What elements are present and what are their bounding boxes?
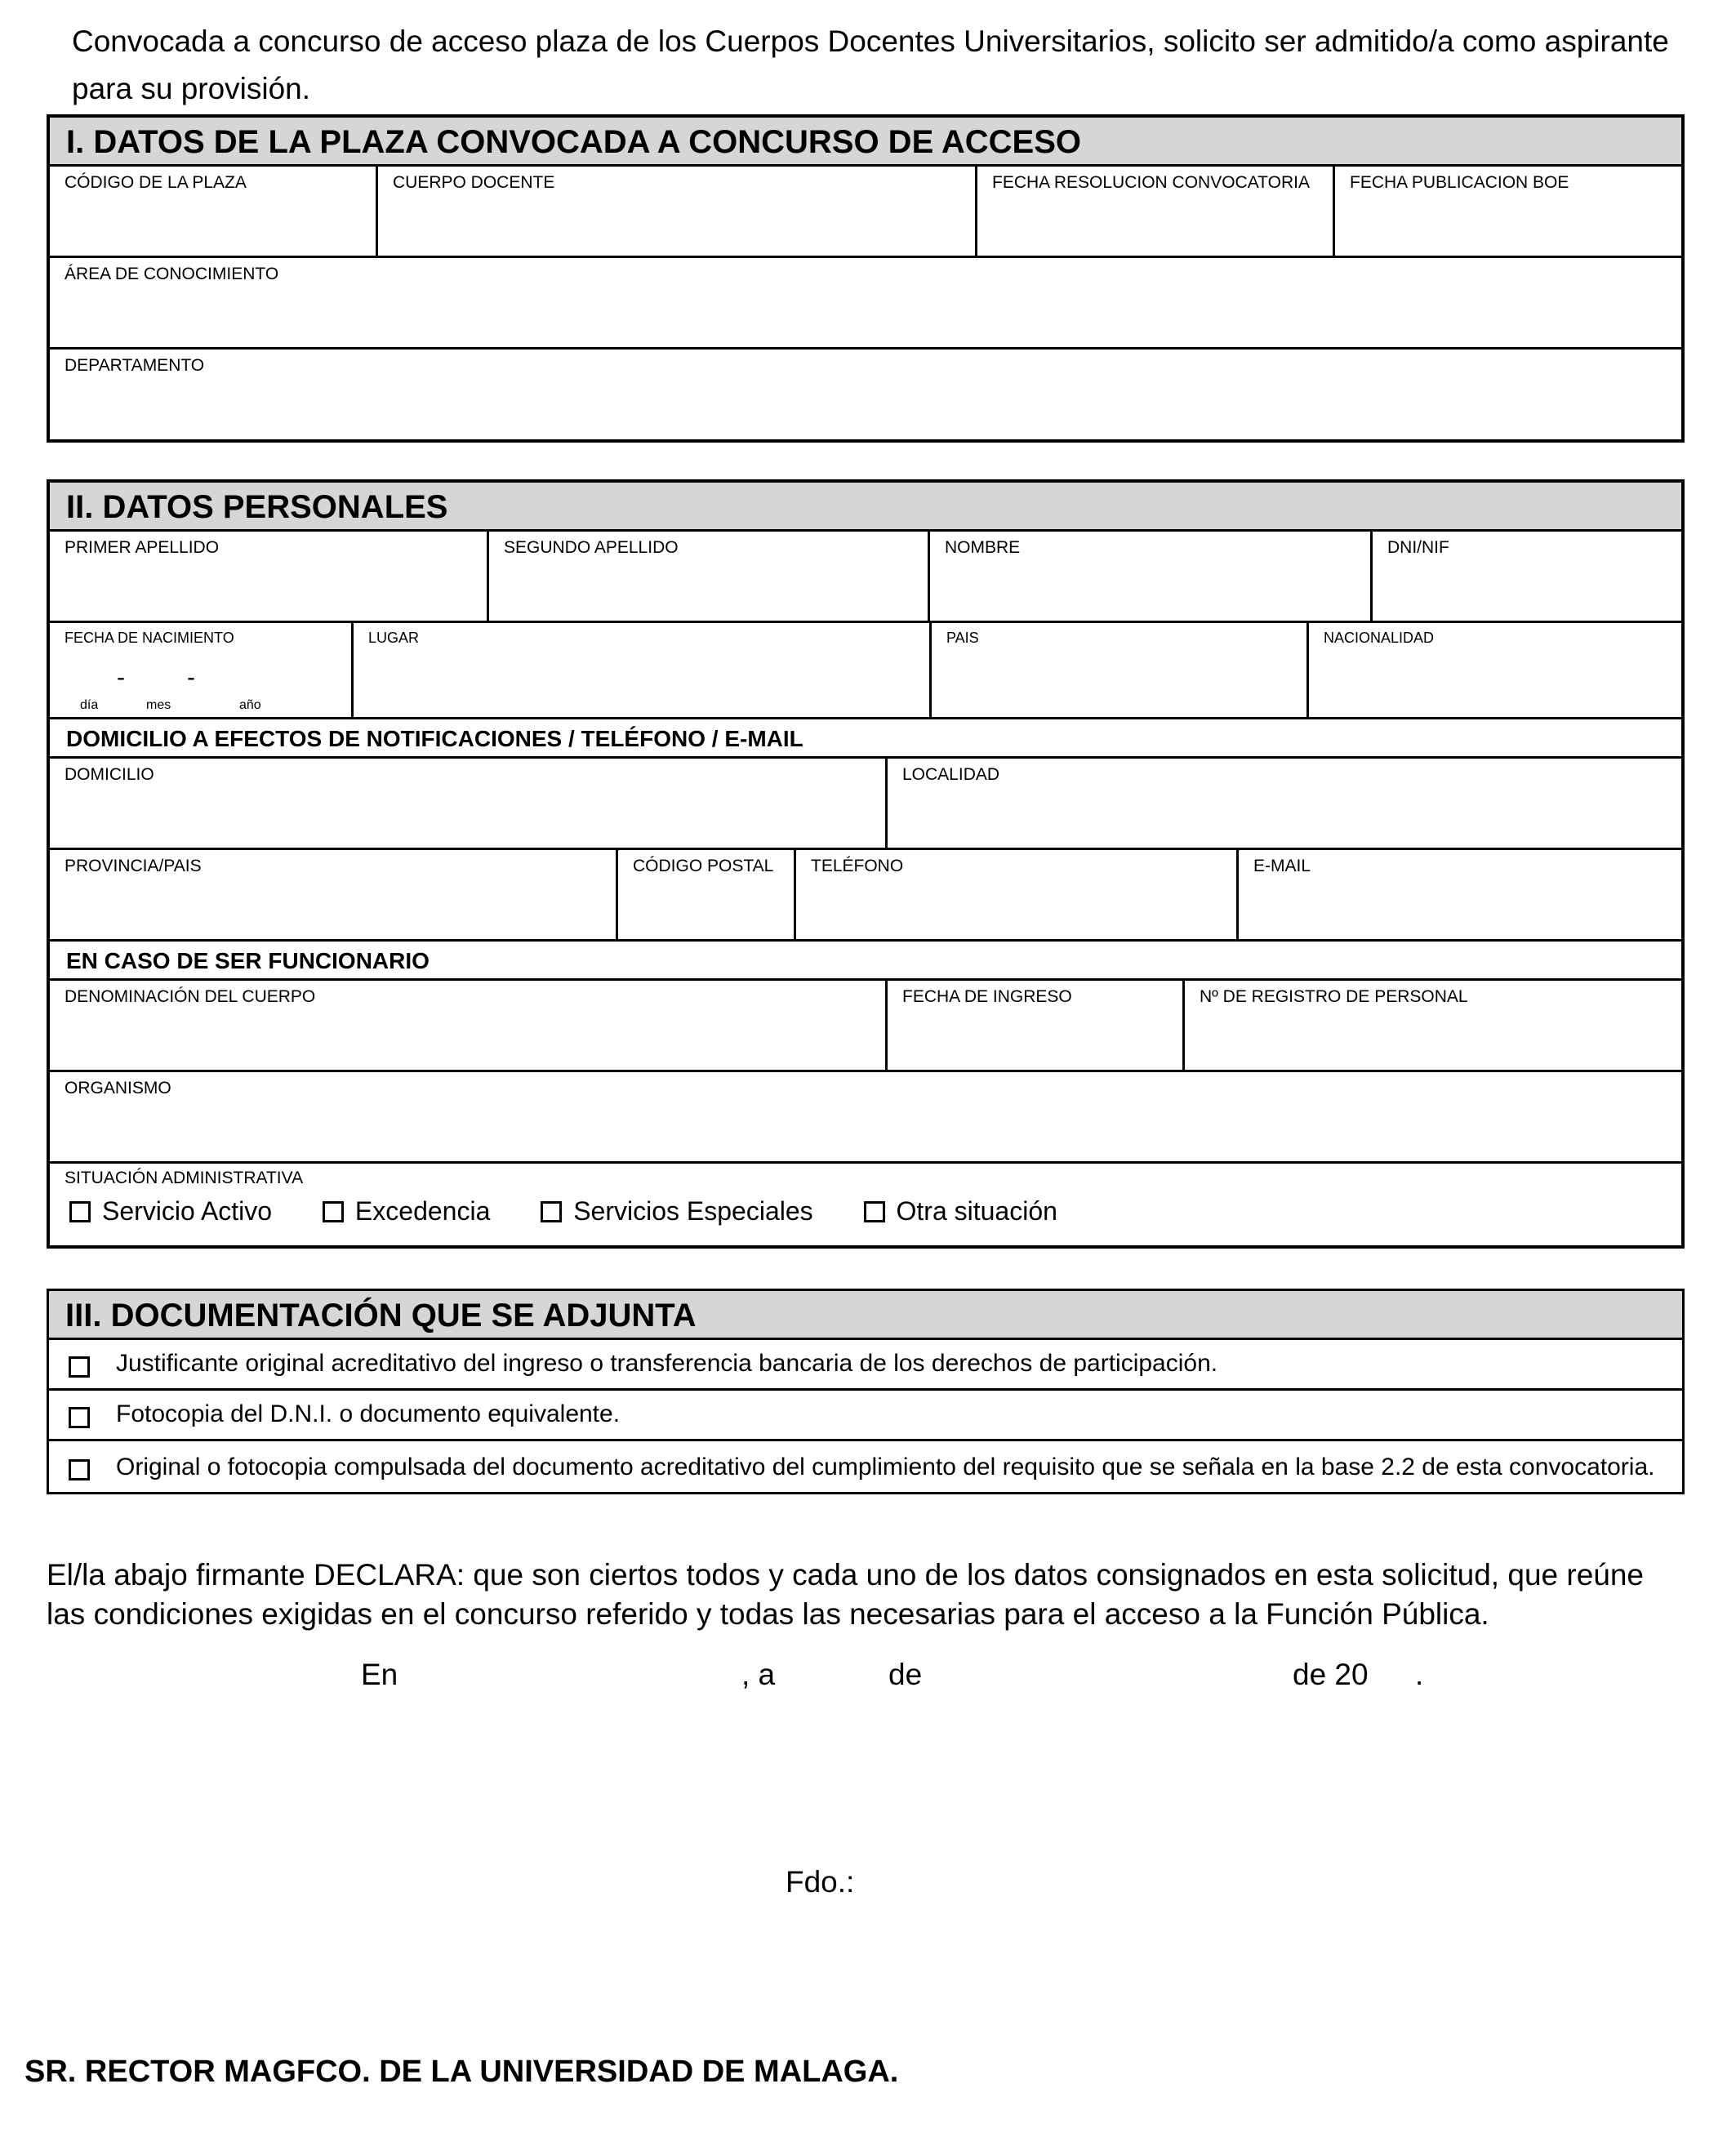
nacionalidad-label: NACIONALIDAD (1324, 630, 1435, 646)
codigo-plaza-label: CÓDIGO DE LA PLAZA (65, 173, 247, 192)
organismo-label: ORGANISMO (65, 1079, 171, 1098)
provincia-field[interactable] (50, 850, 618, 939)
provincia-label: PROVINCIA/PAIS (65, 857, 202, 875)
date-separator: - (187, 664, 195, 691)
segundo-apellido-label: SEGUNDO APELLIDO (504, 538, 679, 557)
email-field[interactable] (1239, 850, 1681, 939)
en-label: En (361, 1658, 398, 1691)
area-conocimiento-label: ÁREA DE CONOCIMIENTO (65, 265, 279, 283)
checkbox[interactable] (69, 1201, 91, 1222)
domicilio-label: DOMICILIO (65, 765, 154, 784)
fecha-ingreso-field[interactable] (888, 981, 1185, 1070)
option-servicios-especiales[interactable] (541, 1196, 812, 1227)
situacion-label: SITUACIÓN ADMINISTRATIVA (65, 1169, 304, 1187)
anio-label: año (239, 698, 261, 712)
localidad-field[interactable] (888, 759, 1681, 848)
checkbox[interactable] (69, 1356, 90, 1378)
checkbox[interactable] (69, 1459, 90, 1480)
area-conocimiento-field[interactable] (50, 258, 1681, 347)
doc-item-label: Original o fotocopia compulsada del documento acreditativo del cumplimiento del requisito que se señala en la base 2.2 de esta convocatoria. (116, 1454, 1655, 1480)
pais-label: PAIS (946, 630, 979, 646)
nacionalidad-field[interactable] (1309, 623, 1681, 717)
dia-label: día (80, 698, 99, 712)
segundo-apellido-field[interactable] (489, 532, 930, 621)
signature-label: Fdo.: (786, 1865, 855, 1899)
section-documentacion-title: III. DOCUMENTACIÓN QUE SE ADJUNTA (49, 1291, 1682, 1340)
codigo-postal-field[interactable] (618, 850, 796, 939)
lugar-label: LUGAR (368, 630, 420, 646)
email-label: E-MAIL (1253, 857, 1311, 875)
pais-field[interactable] (932, 623, 1309, 717)
fecha-resolucion-label: FECHA RESOLUCION CONVOCATORIA (992, 173, 1310, 192)
period-label: . (1415, 1658, 1424, 1691)
section-documentacion (47, 1289, 1685, 1494)
mes-label: mes (146, 698, 171, 712)
codigo-postal-label: CÓDIGO POSTAL (633, 857, 774, 875)
a-label: , a (741, 1658, 776, 1691)
section-plaza (47, 114, 1685, 443)
checkbox[interactable] (864, 1201, 885, 1222)
doc-item-label: Justificante original acreditativo del ingreso o transferencia bancaria de los derechos de participación. (116, 1350, 1218, 1377)
codigo-plaza-field[interactable] (50, 167, 378, 256)
situacion-field (50, 1164, 1681, 1245)
cuerpo-docente-label: CUERPO DOCENTE (393, 173, 555, 192)
fecha-publicacion-field[interactable] (1335, 167, 1681, 256)
lugar-field[interactable] (354, 623, 932, 717)
checkbox[interactable] (69, 1407, 90, 1428)
fecha-ingreso-label: FECHA DE INGRESO (902, 987, 1072, 1006)
fecha-nacimiento-label: FECHA DE NACIMIENTO (65, 630, 234, 646)
cuerpo-docente-field[interactable] (378, 167, 977, 256)
option-servicio-activo[interactable] (69, 1196, 272, 1227)
primer-apellido-field[interactable] (50, 532, 489, 621)
option-label: Servicio Activo (102, 1196, 273, 1226)
footer-addressee: SR. RECTOR MAGFCO. DE LA UNIVERSIDAD DE MALAGA. (24, 2055, 899, 2089)
option-excedencia[interactable] (323, 1196, 490, 1227)
registro-personal-label: Nº DE REGISTRO DE PERSONAL (1200, 987, 1468, 1006)
date-separator: - (117, 664, 125, 691)
option-otra-situacion[interactable] (864, 1196, 1057, 1227)
option-label: Servicios Especiales (573, 1196, 813, 1226)
option-label: Otra situación (896, 1196, 1057, 1226)
primer-apellido-label: PRIMER APELLIDO (65, 538, 220, 557)
doc-item-label: Fotocopia del D.N.I. o documento equivalente. (116, 1400, 621, 1427)
intro-text: Convocada a concurso de acceso plaza de los Cuerpos Docentes Universitarios, solicito ser admitido/a como aspirante para su provisión. (72, 24, 1669, 105)
denominacion-label: DENOMINACIÓN DEL CUERPO (65, 987, 316, 1006)
section-personal (47, 479, 1685, 1249)
situacion-options (69, 1196, 1667, 1227)
dni-label: DNI/NIF (1387, 538, 1449, 557)
registro-personal-field[interactable] (1185, 981, 1681, 1070)
fecha-resolucion-field[interactable] (977, 167, 1335, 256)
doc-item[interactable] (49, 1441, 1682, 1492)
checkbox[interactable] (541, 1201, 562, 1222)
denominacion-field[interactable] (50, 981, 888, 1070)
domicilio-header: DOMICILIO A EFECTOS DE NOTIFICACIONES / TELÉFONO / E-MAIL (50, 719, 1681, 759)
option-label: Excedencia (354, 1196, 491, 1226)
de-label: de (888, 1658, 923, 1691)
declaration-text: El/la abajo firmante DECLARA: que son ciertos todos y cada uno de los datos consignados en esta solicitud, que reúne las condiciones exigidas en el concurso referido y todas las necesarias para el acceso a la Función Pública. (47, 1558, 1645, 1631)
fecha-nacimiento-field[interactable] (50, 623, 354, 717)
section-plaza-title: I. DATOS DE LA PLAZA CONVOCADA A CONCURSO DE ACCESO (50, 118, 1681, 167)
departamento-field[interactable] (50, 350, 1681, 439)
dni-field[interactable] (1373, 532, 1681, 621)
organismo-field[interactable] (50, 1072, 1681, 1161)
nombre-label: NOMBRE (945, 538, 1021, 557)
nombre-field[interactable] (930, 532, 1373, 621)
departamento-label: DEPARTAMENTO (65, 356, 205, 375)
localidad-label: LOCALIDAD (902, 765, 1000, 784)
telefono-label: TELÉFONO (811, 857, 904, 875)
fecha-publicacion-label: FECHA PUBLICACION BOE (1350, 173, 1569, 192)
de20-label: de 20 (1293, 1658, 1369, 1691)
doc-item[interactable] (49, 1340, 1682, 1391)
checkbox[interactable] (323, 1201, 344, 1222)
funcionario-header: EN CASO DE SER FUNCIONARIO (50, 942, 1681, 981)
telefono-field[interactable] (796, 850, 1239, 939)
domicilio-field[interactable] (50, 759, 888, 848)
doc-item[interactable] (49, 1391, 1682, 1441)
section-personal-title: II. DATOS PERSONALES (50, 483, 1681, 532)
